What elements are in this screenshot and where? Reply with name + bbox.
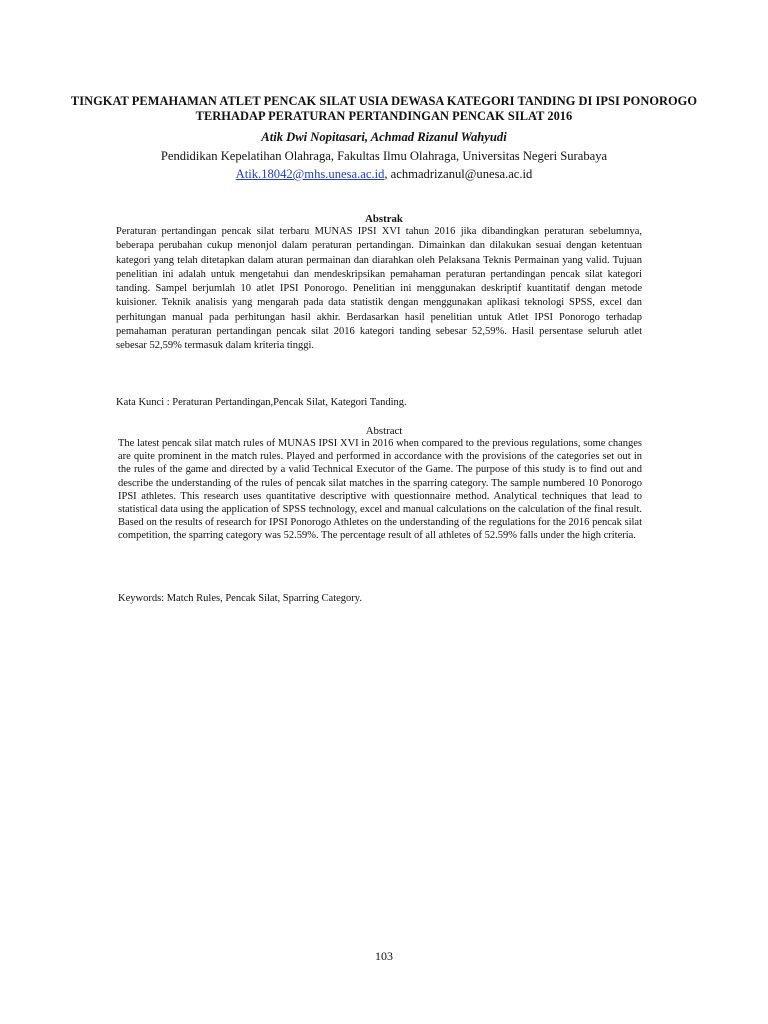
keywords: Keywords: Match Rules, Pencak Silat, Sparring Category. (118, 593, 362, 604)
email-separator: , (384, 167, 391, 181)
page-number: 103 (375, 949, 393, 963)
email-link-atik[interactable]: Atik.18042@mhs.unesa.ac.id (235, 167, 385, 181)
author-affiliation: Pendidikan Kepelatihan Olahraga, Fakultas Ilmu Olahraga, Universitas Negeri Surabaya (160, 149, 608, 163)
paper-title: TINGKAT PEMAHAMAN ATLET PENCAK SILAT USIA DEWASA KATEGORI TANDING DI IPSI PONOROGO TERHADAP PERATURAN PERTANDINGAN PENCAK SILAT 2016 (70, 94, 698, 123)
author-names: Atik Dwi Nopitasari, Achmad Rizanul Wahyudi (261, 130, 507, 144)
abstrak-body: Peraturan pertandingan pencak silat terbaru MUNAS IPSI XVI tahun 2016 jika dibandingkan peraturan sebelumnya, beberapa perubahan cukup menonjol dalam peraturan pertandingan. Dimainkan dan dilakukan sesuai dengan ketentuan kategori yang telah ditetapkan dalam aturan permainan dan diarahkan oleh Pelaksana Teknis Permainan yang valid. Tujuan penelitian ini adalah untuk mengetahui dan mendeskripsikan pemahaman peraturan pertandingan pencak silat kategori tanding. Sampel berjumlah 10 atlet IPSI Ponorogo. Penelitian ini menggunakan deskriptif kuantitatif dengan metode kuisioner. Teknik analisis yang mengarah pada data statistik dengan menggunakan aplikasi teknologi SPSS, excel dan perhitungan manual pada perhitungan hasil akhir. Berdasarkan hasil penelitian untuk Atlet IPSI Ponorogo terhadap pemahaman peraturan pertandingan pencak silat 2016 kategori tanding sebesar 52,59%. Hasil persentase seluruh atlet sebesar 52,59% termasuk dalam kriteria tinggi. (116, 226, 642, 352)
author-emails (60, 166, 708, 182)
email-achmad: achmadrizanul@unesa.ac.id (390, 167, 533, 181)
abstract-body: The latest pencak silat match rules of MUNAS IPSI XVI in 2016 when compared to the previous regulations, some changes are quite prominent in the match rules. Played and performed in accordance with the provisions of the categories set out in the rules of the game and directed by a valid Technical Executor of the Game. The purpose of this study is to find out and describe the understanding of the rules of pencak silat matches in the sparring category. The sample numbered 10 Ponorogo IPSI athletes. This research uses quantitative descriptive with questionnaire method. Analytical techniques that lead to statistical data using the application of SPSS technology, excel and manual calculations on the calculation of the final result. Based on the results of research for IPSI Ponorogo Athletes on the understanding of the regulations for the 2016 pencak silat competition, the sparring category was 52.59%. The percentage result of all athletes of 52.59% falls under the high criteria. (118, 438, 642, 542)
kata-kunci: Kata Kunci : Peraturan Pertandingan,Pencak Silat, Kategori Tanding. (116, 397, 407, 408)
abstrak-heading: Abstrak (365, 213, 403, 225)
abstract-heading: Abstract (365, 425, 403, 437)
